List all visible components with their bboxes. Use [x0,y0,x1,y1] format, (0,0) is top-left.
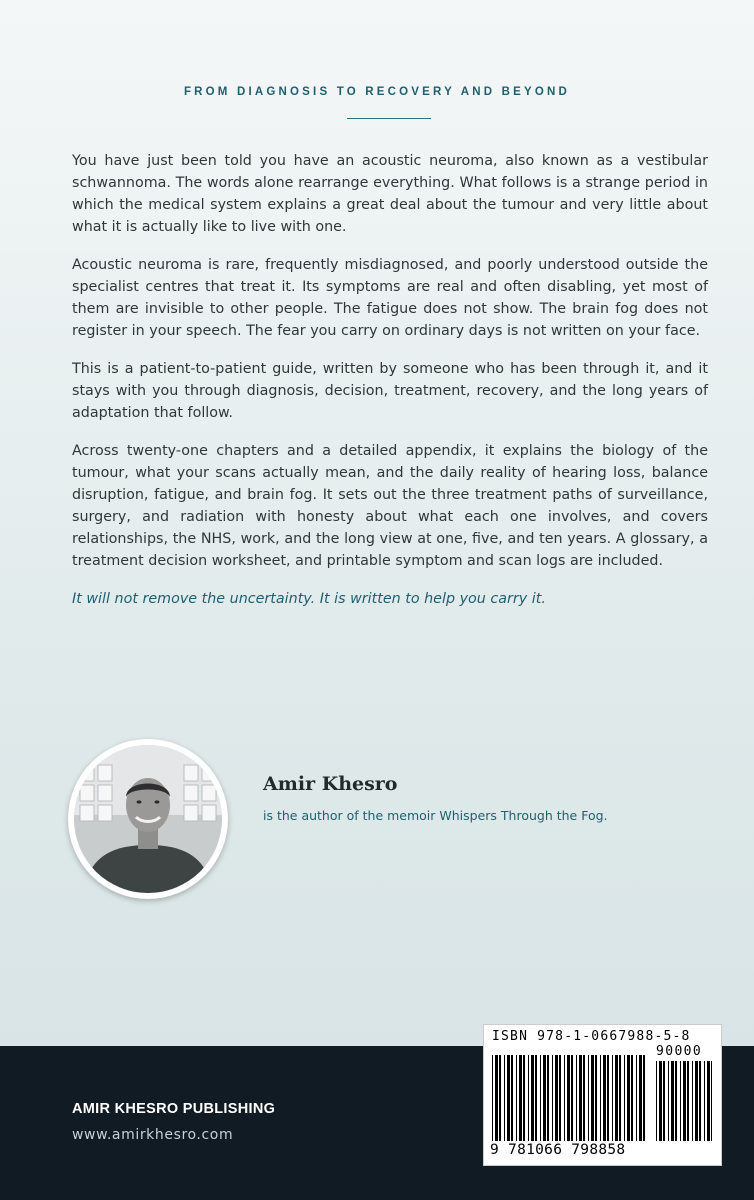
barcode-price-code: 90000 [656,1044,703,1059]
tagline: FROM DIAGNOSIS TO RECOVERY AND BEYOND [183,86,571,98]
blurb-paragraph: This is a patient-to-patient guide, written by someone who has been through it, and it stays with you through diagnosis, decision, treatment, recovery, and the long years of adaptation that follow. [72,361,708,421]
isbn-barcode [483,1024,722,1166]
publisher-name: AMIR KHESRO PUBLISHING [72,1101,276,1117]
blurb-paragraph: You have just been told you have an acoustic neuroma, also known as a vestibular schwannoma. The words alone rearrange everything. What follows is a strange period in which the medical system explains a great deal about the tumour and very little about what it is actually like to live with one. [72,153,708,235]
blurb-paragraph: Acoustic neuroma is rare, frequently misdiagnosed, and poorly understood outside the specialist centres that treat it. Its symptoms are real and often disabling, yet most of them are invisible to other people. The fatigue does not show. The brain fog does not register in your speech. The fear you carry on ordinary days is not written on your face. [72,257,708,339]
blurb [72,150,708,626]
tagline-divider [347,118,431,119]
publisher-website: www.amirkhesro.com [72,1127,234,1143]
author-photo [68,739,228,899]
barcode-bars [490,1045,716,1143]
author-bio: is the author of the memoir Whispers Through the Fog. [263,808,608,823]
blurb-closing-line: It will not remove the uncertainty. It is written to help you carry it. [72,591,546,607]
barcode-digits: 9 781066 798858 [490,1142,626,1158]
blurb-paragraph: Across twenty-one chapters and a detailed appendix, it explains the biology of the tumour, what your scans actually mean, and the daily reality of hearing loss, balance disruption, fatigue, and brain fog. It sets out the three treatment paths of surveillance, surgery, and radiation with honesty about what each one involves, and covers relationships, the NHS, work, and the long view at one, five, and ten years. A glossary, a treatment decision worksheet, and printable symptom and scan logs are included. [72,443,708,569]
author-name: Amir Khesro [263,773,398,795]
author-photo-illustration [74,745,222,893]
isbn-number: ISBN 978-1-0667988-5-8 [492,1029,691,1044]
